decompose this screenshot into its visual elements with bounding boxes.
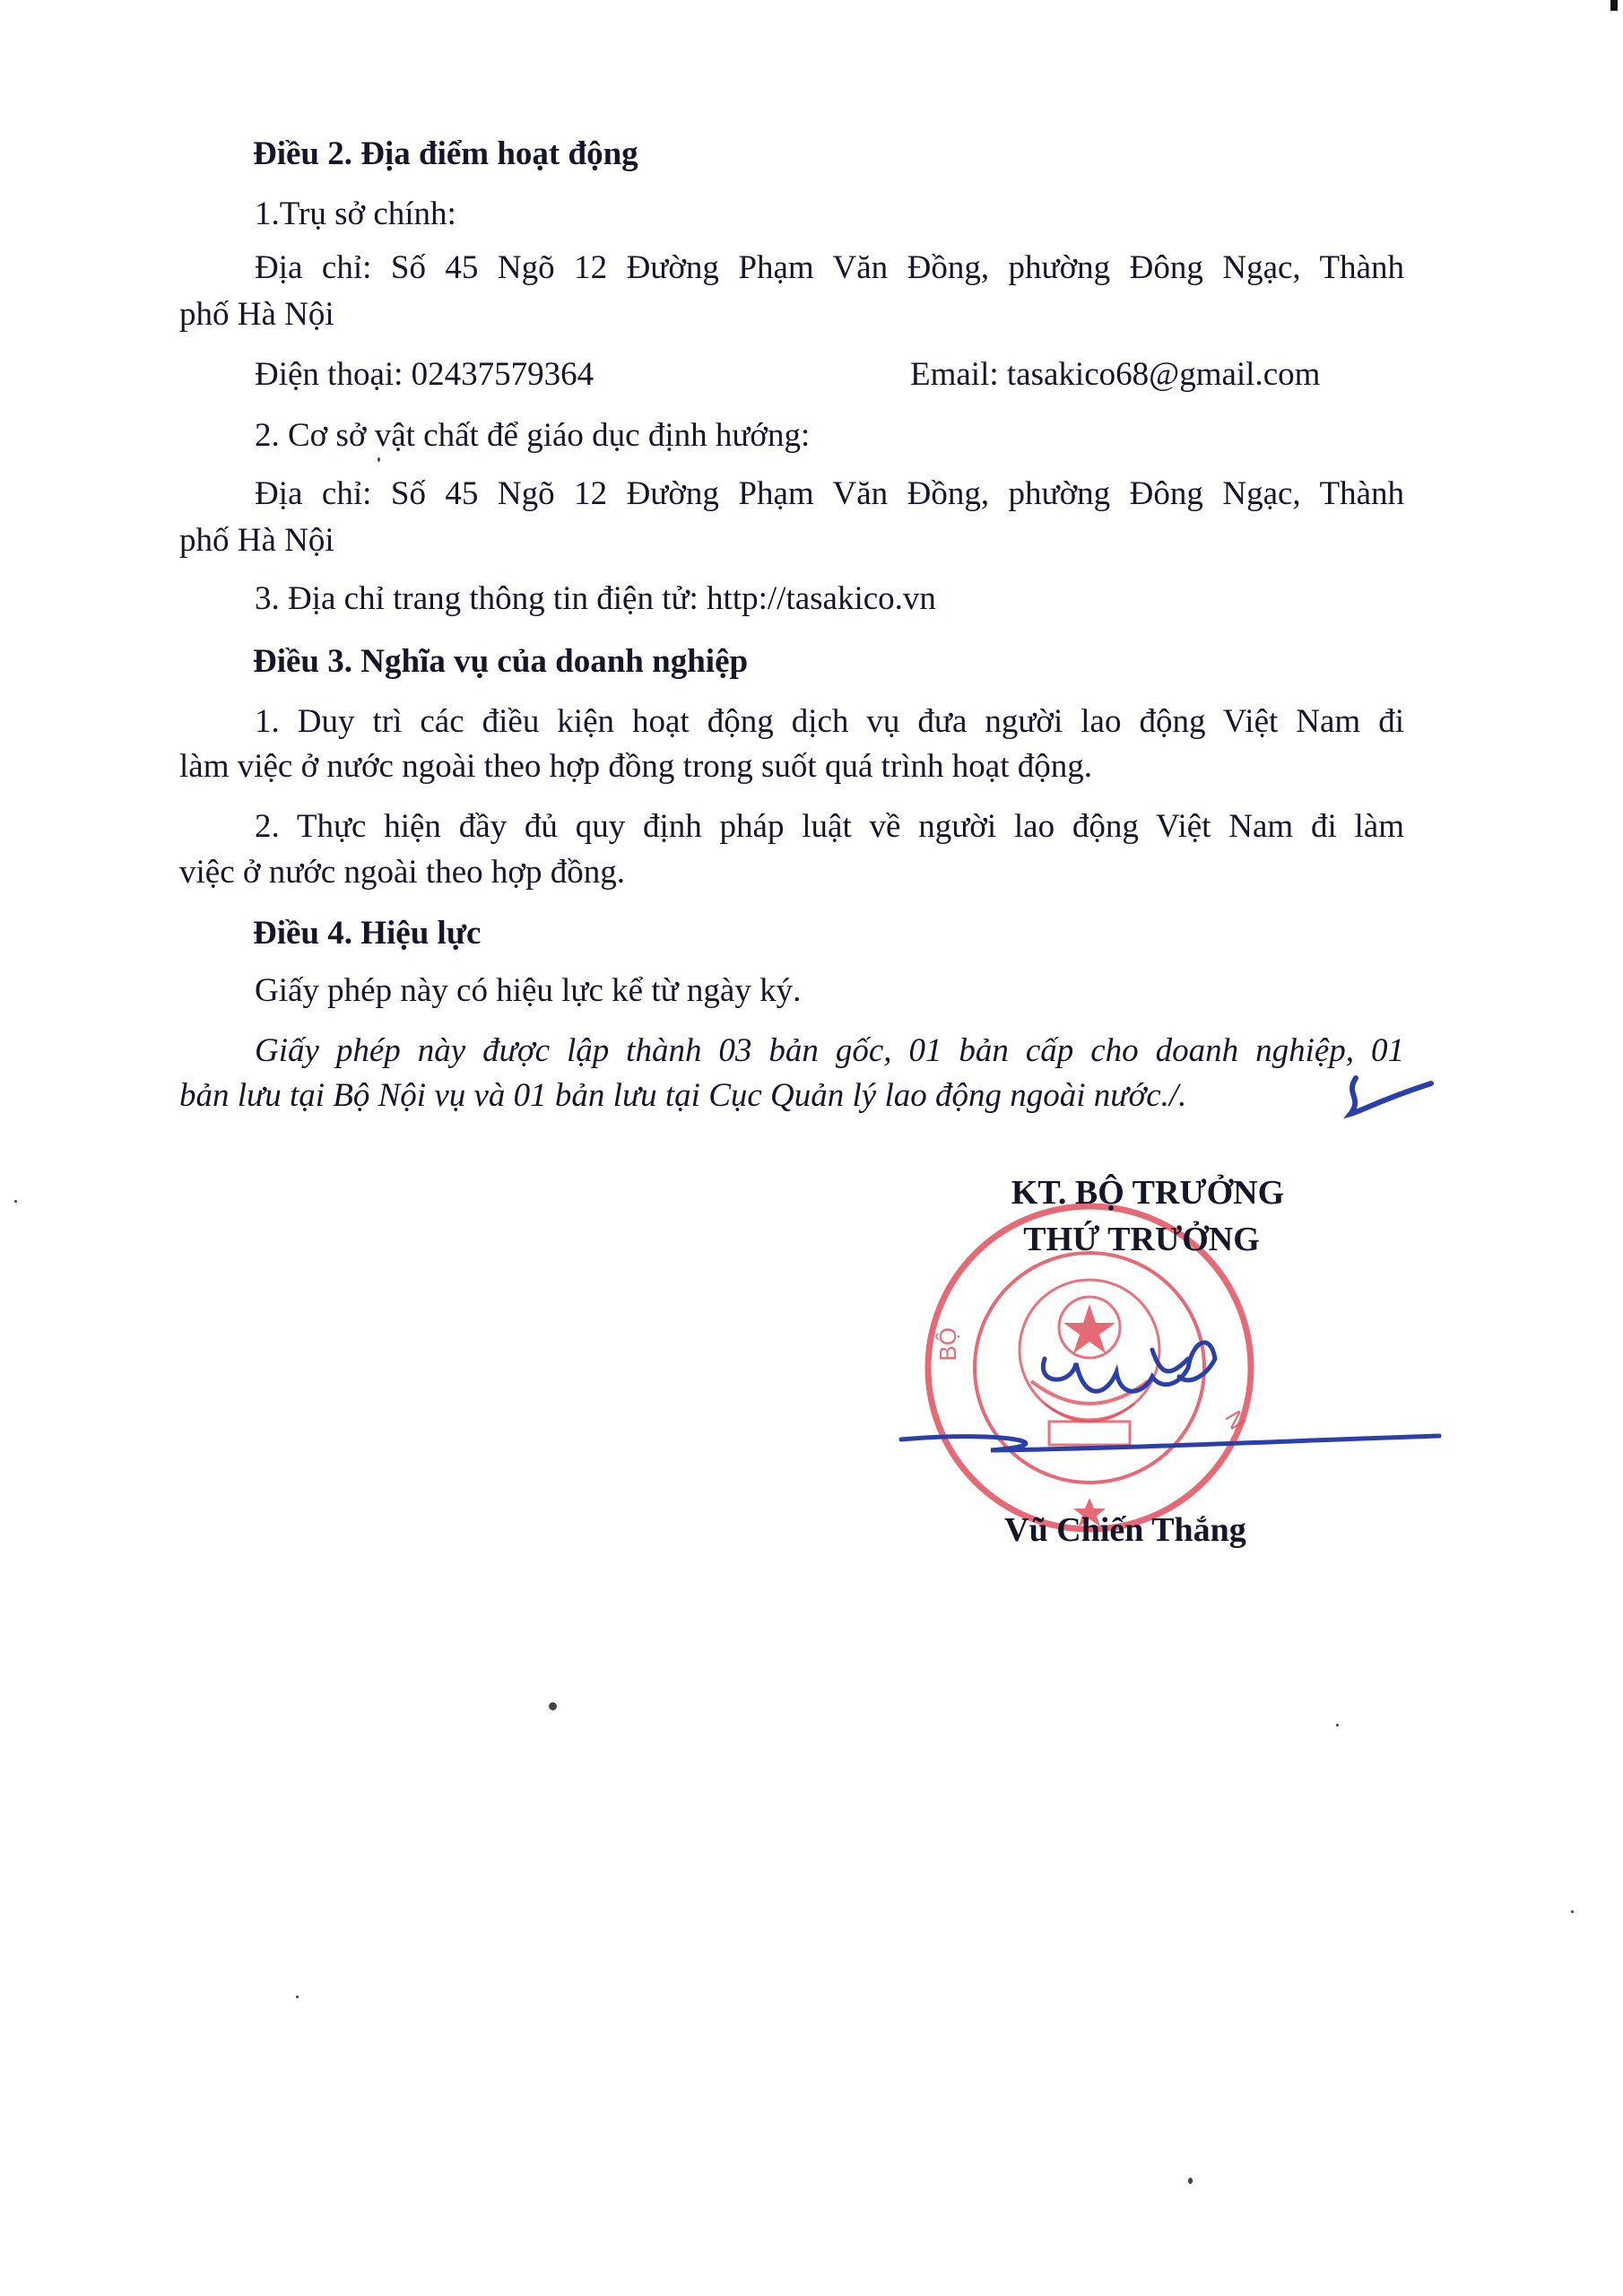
signature-title-line-2: THỨ TRƯỞNG — [1023, 1221, 1260, 1258]
article-2-item-2-address-line-2: phố Hà Nội — [179, 522, 334, 559]
article-4-copies-line-2: bản lưu tại Bộ Nội vụ và 01 bản lưu tại Cục Quản lý lao động ngoài nước./. — [179, 1077, 1187, 1114]
scan-edge-mark — [1610, 0, 1618, 11]
article-4-copies-line-1: Giấy phép này được lập thành 03 bản gốc, 01 bản cấp cho doanh nghiệp, 01 — [255, 1032, 1404, 1069]
article-3-item-1-line-1: 1. Duy trì các điều kiện hoạt động dịch vụ đưa người lao động Việt Nam đi — [255, 703, 1404, 740]
article-2-item-1-address-line-2: phố Hà Nội — [179, 296, 334, 333]
scan-speck — [296, 1996, 299, 1998]
phone-number: Điện thoại: 02437579364 — [255, 356, 595, 393]
scan-speck — [378, 457, 380, 462]
article-3-item-2-line-1: 2. Thực hiện đầy đủ quy định pháp luật về người lao động Việt Nam đi làm — [255, 808, 1404, 845]
article-3-item-1-line-2: làm việc ở nước ngoài theo hợp đồng trong suốt quá trình hoạt động. — [179, 748, 1092, 785]
scan-speck — [1336, 1724, 1339, 1726]
article-3-heading: Điều 3. Nghĩa vụ của doanh nghiệp — [253, 643, 749, 680]
article-2-item-2-address-line-1: Địa chỉ: Số 45 Ngõ 12 Đường Phạm Văn Đồng, phường Đông Ngạc, Thành — [255, 475, 1404, 512]
article-2-item-1-address-line-1: Địa chỉ: Số 45 Ngõ 12 Đường Phạm Văn Đồng, phường Đông Ngạc, Thành — [255, 249, 1404, 286]
article-2-item-2-title: 2. Cơ sở vật chất để giáo dục định hướng: — [255, 417, 811, 454]
article-4-effect: Giấy phép này có hiệu lực kể từ ngày ký. — [255, 972, 802, 1009]
seal-left-letters: BỘ — [934, 1327, 961, 1361]
scan-speck — [549, 1702, 557, 1710]
signer-name: Vũ Chiến Thắng — [1004, 1511, 1246, 1549]
article-2-item-1-title: 1.Trụ sở chính: — [255, 196, 456, 232]
article-3-item-2-line-2: việc ở nước ngoài theo hợp đồng. — [179, 854, 625, 891]
scan-speck — [1571, 1910, 1574, 1913]
initial-mark-icon — [1336, 1067, 1435, 1130]
signature-title-line-1: KT. BỘ TRƯỞNG — [1011, 1174, 1285, 1212]
scan-speck — [1188, 2178, 1193, 2184]
article-2-item-3-website: 3. Địa chỉ trang thông tin điện tử: http://tasakico.vn — [255, 580, 936, 617]
scan-speck — [14, 1200, 17, 1203]
seal-right-letters: N — [1219, 1405, 1252, 1434]
handwritten-signature-icon — [892, 1323, 1448, 1484]
email-address: Email: tasakico68@gmail.com — [910, 356, 1321, 393]
signature-title-block — [897, 1170, 1399, 1263]
article-2-heading: Điều 2. Địa điểm hoạt động — [253, 135, 638, 172]
article-4-heading: Điều 4. Hiệu lực — [253, 915, 482, 952]
signer-name-block — [897, 1507, 1399, 1553]
